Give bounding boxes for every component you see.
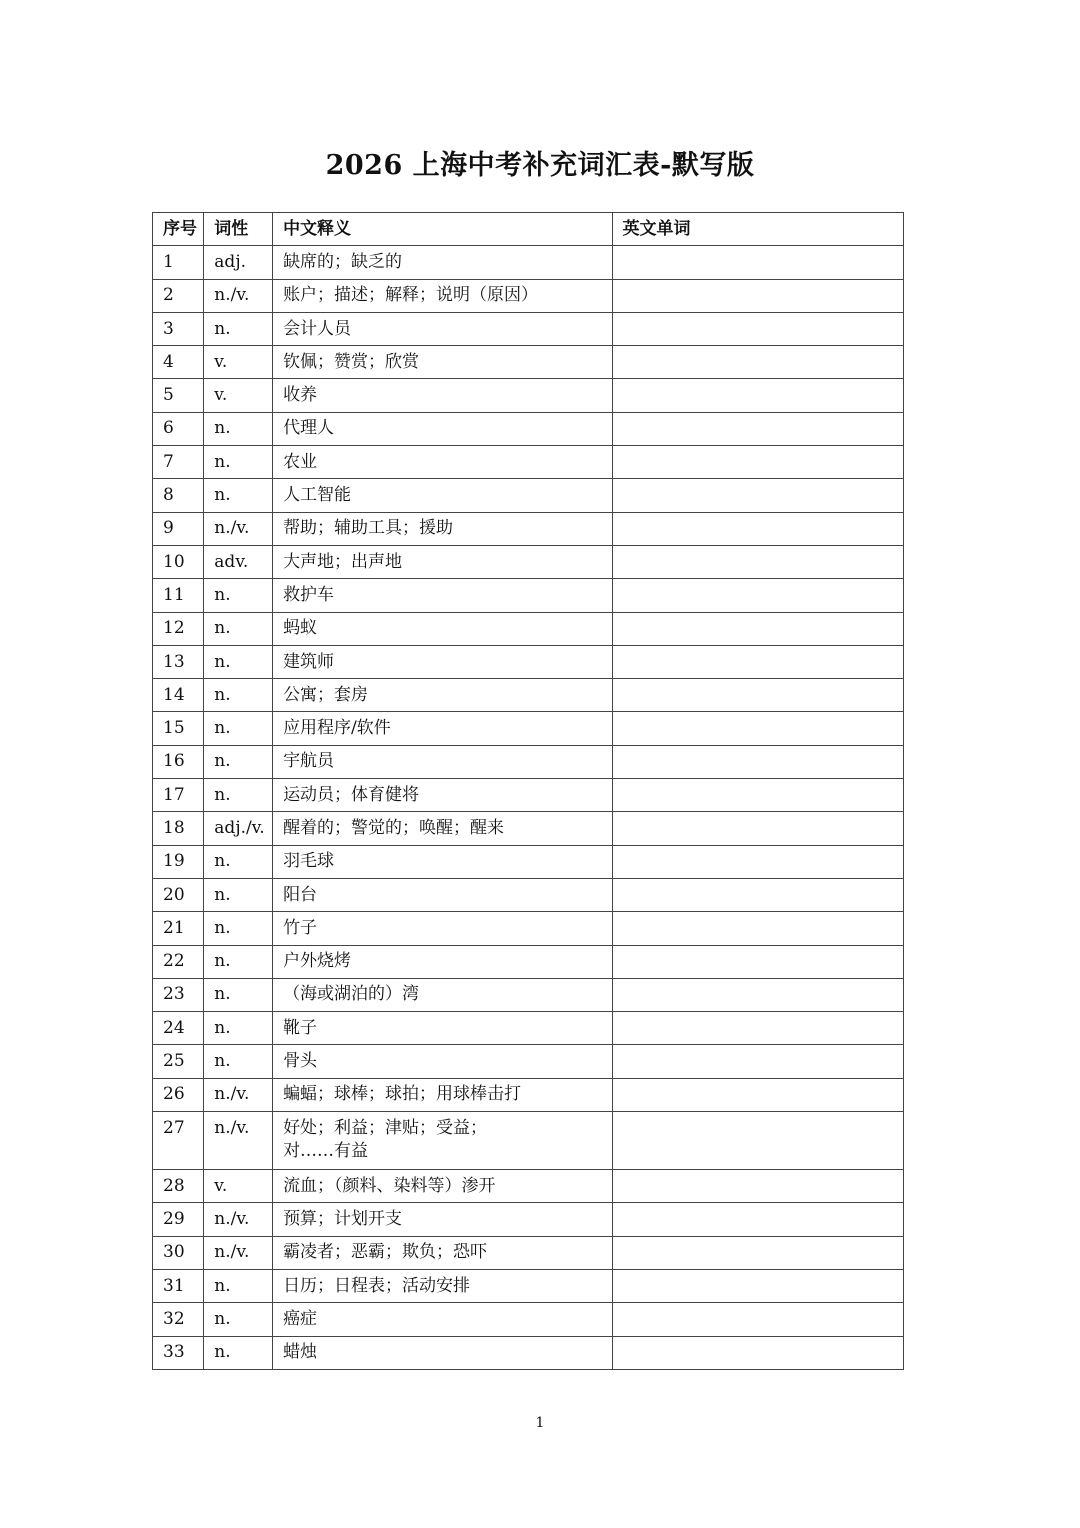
english-word-blank[interactable]: [612, 612, 903, 645]
english-word-blank[interactable]: [612, 446, 903, 479]
chinese-meaning: [273, 479, 612, 512]
table-row: [153, 679, 904, 712]
chinese-meaning-text: 缺席的；缺乏的: [283, 251, 403, 272]
chinese-meaning-text: 好处；利益；津贴；受益；: [283, 1118, 488, 1139]
vocabulary-table-body: [153, 246, 904, 1370]
header-english-word: 英文单词: [612, 213, 903, 246]
chinese-meaning-text: 收养: [283, 385, 318, 406]
row-number: 12: [153, 612, 204, 645]
table-row: [153, 279, 904, 312]
row-number: 33: [153, 1336, 204, 1369]
table-row: [153, 1336, 904, 1369]
part-of-speech: n.: [204, 312, 273, 345]
part-of-speech: n.: [204, 1269, 273, 1302]
row-number: 28: [153, 1170, 204, 1203]
row-number: 17: [153, 779, 204, 812]
page-title: 2026 上海中考补充词汇表-默写版: [325, 150, 755, 182]
part-of-speech: n.: [204, 612, 273, 645]
chinese-meaning: [273, 745, 612, 778]
row-number: 27: [153, 1112, 204, 1170]
chinese-meaning: [273, 845, 612, 878]
row-number: 29: [153, 1203, 204, 1236]
chinese-meaning: [273, 446, 612, 479]
chinese-meaning-text: 代理人: [283, 418, 335, 439]
part-of-speech: n.: [204, 1336, 273, 1369]
english-word-blank[interactable]: [612, 712, 903, 745]
row-number: 15: [153, 712, 204, 745]
table-row: [153, 346, 904, 379]
table-row: [153, 978, 904, 1011]
english-word-blank[interactable]: [612, 812, 903, 845]
chinese-meaning: [273, 579, 612, 612]
part-of-speech: n.: [204, 1012, 273, 1045]
english-word-blank[interactable]: [612, 645, 903, 678]
table-row: [153, 312, 904, 345]
part-of-speech: n.: [204, 978, 273, 1011]
chinese-meaning-text: 救护车: [283, 584, 335, 605]
row-number: 10: [153, 545, 204, 578]
page-number: 1: [535, 1415, 545, 1431]
chinese-meaning: [273, 1203, 612, 1236]
row-number: 20: [153, 878, 204, 911]
chinese-meaning: [273, 878, 612, 911]
table-row: [153, 779, 904, 812]
part-of-speech: adj.: [204, 246, 273, 279]
chinese-meaning-text-continued: 对……有益: [283, 1141, 369, 1162]
part-of-speech: n./v.: [204, 1078, 273, 1111]
part-of-speech: n.: [204, 945, 273, 978]
row-number: 2: [153, 279, 204, 312]
table-row: [153, 545, 904, 578]
english-word-blank[interactable]: [612, 945, 903, 978]
chinese-meaning: [273, 246, 612, 279]
table-row: [153, 645, 904, 678]
chinese-meaning: [273, 812, 612, 845]
chinese-meaning-text: 钦佩；赞赏；欣赏: [283, 351, 420, 372]
english-word-blank[interactable]: [612, 379, 903, 412]
english-word-blank[interactable]: [612, 1236, 903, 1269]
part-of-speech: n./v.: [204, 512, 273, 545]
chinese-meaning: [273, 1269, 612, 1302]
chinese-meaning: [273, 1303, 612, 1336]
chinese-meaning-text: 应用程序/软件: [283, 718, 391, 739]
chinese-meaning-text: 帮助；辅助工具；援助: [283, 518, 454, 539]
chinese-meaning: [273, 1170, 612, 1203]
part-of-speech: n.: [204, 745, 273, 778]
table-row: [153, 1236, 904, 1269]
part-of-speech: adv.: [204, 545, 273, 578]
row-number: 3: [153, 312, 204, 345]
row-number: 31: [153, 1269, 204, 1302]
row-number: 16: [153, 745, 204, 778]
chinese-meaning-text: 霸凌者；恶霸；欺负；恐吓: [283, 1242, 488, 1263]
table-row: [153, 812, 904, 845]
english-word-blank[interactable]: [612, 479, 903, 512]
english-word-blank[interactable]: [612, 246, 903, 279]
chinese-meaning-text: 人工智能: [283, 485, 352, 506]
chinese-meaning-text: 癌症: [283, 1308, 318, 1329]
table-row: [153, 1012, 904, 1045]
english-word-blank[interactable]: [612, 745, 903, 778]
chinese-meaning: [273, 679, 612, 712]
chinese-meaning: [273, 1045, 612, 1078]
part-of-speech: n.: [204, 1303, 273, 1336]
part-of-speech: n.: [204, 412, 273, 445]
table-row: [153, 912, 904, 945]
header-part-of-speech: 词性: [204, 213, 273, 246]
table-row: [153, 479, 904, 512]
table-row: [153, 579, 904, 612]
chinese-meaning: [273, 645, 612, 678]
table-row: [153, 246, 904, 279]
english-word-blank[interactable]: [612, 512, 903, 545]
english-word-blank[interactable]: [612, 412, 903, 445]
part-of-speech: n.: [204, 645, 273, 678]
english-word-blank[interactable]: [612, 1112, 903, 1170]
table-row: [153, 446, 904, 479]
chinese-meaning-text: 羽毛球: [283, 851, 335, 872]
table-row: [153, 945, 904, 978]
chinese-meaning-text: 蝙蝠；球棒；球拍；用球棒击打: [283, 1084, 522, 1105]
english-word-blank[interactable]: [612, 1045, 903, 1078]
english-word-blank[interactable]: [612, 1203, 903, 1236]
part-of-speech: n./v.: [204, 1236, 273, 1269]
english-word-blank[interactable]: [612, 779, 903, 812]
row-number: 11: [153, 579, 204, 612]
chinese-meaning-text: 农业: [283, 451, 318, 472]
table-row: [153, 1078, 904, 1111]
part-of-speech: n.: [204, 712, 273, 745]
chinese-meaning: [273, 1236, 612, 1269]
chinese-meaning: [273, 346, 612, 379]
table-row: [153, 1203, 904, 1236]
english-word-blank[interactable]: [612, 679, 903, 712]
chinese-meaning: [273, 412, 612, 445]
english-word-blank[interactable]: [612, 1269, 903, 1302]
english-word-blank[interactable]: [612, 1078, 903, 1111]
chinese-meaning-text: （海或湖泊的）湾: [283, 984, 420, 1005]
part-of-speech: v.: [204, 379, 273, 412]
table-row: [153, 412, 904, 445]
chinese-meaning: [273, 512, 612, 545]
row-number: 4: [153, 346, 204, 379]
english-word-blank[interactable]: [612, 978, 903, 1011]
chinese-meaning-text: 户外烧烤: [283, 951, 352, 972]
part-of-speech: n./v.: [204, 279, 273, 312]
part-of-speech: n.: [204, 579, 273, 612]
table-row: [153, 612, 904, 645]
row-number: 5: [153, 379, 204, 412]
row-number: 26: [153, 1078, 204, 1111]
row-number: 21: [153, 912, 204, 945]
row-number: 6: [153, 412, 204, 445]
chinese-meaning-text: 预算；计划开支: [283, 1208, 403, 1229]
chinese-meaning-text: 日历；日程表；活动安排: [283, 1275, 471, 1296]
english-word-blank[interactable]: [612, 1012, 903, 1045]
header-number: 序号: [153, 213, 204, 246]
part-of-speech: n./v.: [204, 1112, 273, 1170]
chinese-meaning-text: 醒着的；警觉的；唤醒；醒来: [283, 817, 505, 838]
chinese-meaning-text: 建筑师: [283, 651, 335, 672]
english-word-blank[interactable]: [612, 279, 903, 312]
part-of-speech: n.: [204, 1045, 273, 1078]
row-number: 14: [153, 679, 204, 712]
chinese-meaning: [273, 379, 612, 412]
chinese-meaning-text: 靴子: [283, 1017, 318, 1038]
english-word-blank[interactable]: [612, 545, 903, 578]
chinese-meaning: [273, 312, 612, 345]
chinese-meaning: [273, 1078, 612, 1111]
table-row: [153, 878, 904, 911]
vocabulary-table: [152, 212, 904, 1370]
part-of-speech: n./v.: [204, 1203, 273, 1236]
english-word-blank[interactable]: [612, 1303, 903, 1336]
row-number: 19: [153, 845, 204, 878]
table-row: [153, 1303, 904, 1336]
english-word-blank[interactable]: [612, 1336, 903, 1369]
chinese-meaning: [273, 945, 612, 978]
chinese-meaning-text: 会计人员: [283, 318, 352, 339]
row-number: 7: [153, 446, 204, 479]
part-of-speech: v.: [204, 1170, 273, 1203]
row-number: 18: [153, 812, 204, 845]
table-row: [153, 1045, 904, 1078]
chinese-meaning: [273, 1336, 612, 1369]
row-number: 32: [153, 1303, 204, 1336]
table-row: [153, 512, 904, 545]
table-row: [153, 379, 904, 412]
table-row: [153, 712, 904, 745]
row-number: 1: [153, 246, 204, 279]
english-word-blank[interactable]: [612, 912, 903, 945]
chinese-meaning-text: 蜡烛: [283, 1342, 318, 1363]
chinese-meaning-text: 阳台: [283, 884, 318, 905]
chinese-meaning: [273, 279, 612, 312]
chinese-meaning-text: 骨头: [283, 1051, 318, 1072]
chinese-meaning-text: 流血；（颜料、染料等）渗开: [283, 1175, 496, 1196]
chinese-meaning-text: 公寓；套房: [283, 684, 369, 705]
row-number: 24: [153, 1012, 204, 1045]
part-of-speech: n.: [204, 446, 273, 479]
chinese-meaning: [273, 779, 612, 812]
chinese-meaning-text: 账户；描述；解释；说明（原因）: [283, 285, 539, 306]
row-number: 13: [153, 645, 204, 678]
table-row: [153, 745, 904, 778]
part-of-speech: n.: [204, 912, 273, 945]
part-of-speech: v.: [204, 346, 273, 379]
chinese-meaning: [273, 545, 612, 578]
row-number: 9: [153, 512, 204, 545]
part-of-speech: n.: [204, 679, 273, 712]
part-of-speech: n.: [204, 779, 273, 812]
part-of-speech: n.: [204, 845, 273, 878]
header-chinese-meaning: 中文释义: [273, 213, 612, 246]
row-number: 25: [153, 1045, 204, 1078]
row-number: 23: [153, 978, 204, 1011]
chinese-meaning: [273, 712, 612, 745]
table-row: [153, 845, 904, 878]
part-of-speech: n.: [204, 878, 273, 911]
chinese-meaning-text: 竹子: [283, 917, 318, 938]
english-word-blank[interactable]: [612, 346, 903, 379]
row-number: 30: [153, 1236, 204, 1269]
english-word-blank[interactable]: [612, 312, 903, 345]
chinese-meaning-text: 蚂蚁: [283, 618, 318, 639]
table-row: [153, 1269, 904, 1302]
english-word-blank[interactable]: [612, 878, 903, 911]
english-word-blank[interactable]: [612, 579, 903, 612]
english-word-blank[interactable]: [612, 1170, 903, 1203]
chinese-meaning: [273, 978, 612, 1011]
part-of-speech: adj./v.: [204, 812, 273, 845]
chinese-meaning: [273, 612, 612, 645]
english-word-blank[interactable]: [612, 845, 903, 878]
chinese-meaning-text: 运动员；体育健将: [283, 784, 420, 805]
chinese-meaning-text: 宇航员: [283, 751, 335, 772]
part-of-speech: n.: [204, 479, 273, 512]
chinese-meaning-text: 大声地；出声地: [283, 551, 403, 572]
table-header-row: [153, 213, 904, 246]
chinese-meaning: [273, 1012, 612, 1045]
chinese-meaning: [273, 1112, 612, 1170]
row-number: 8: [153, 479, 204, 512]
chinese-meaning: [273, 912, 612, 945]
row-number: 22: [153, 945, 204, 978]
table-row: [153, 1170, 904, 1203]
table-row: [153, 1112, 904, 1170]
